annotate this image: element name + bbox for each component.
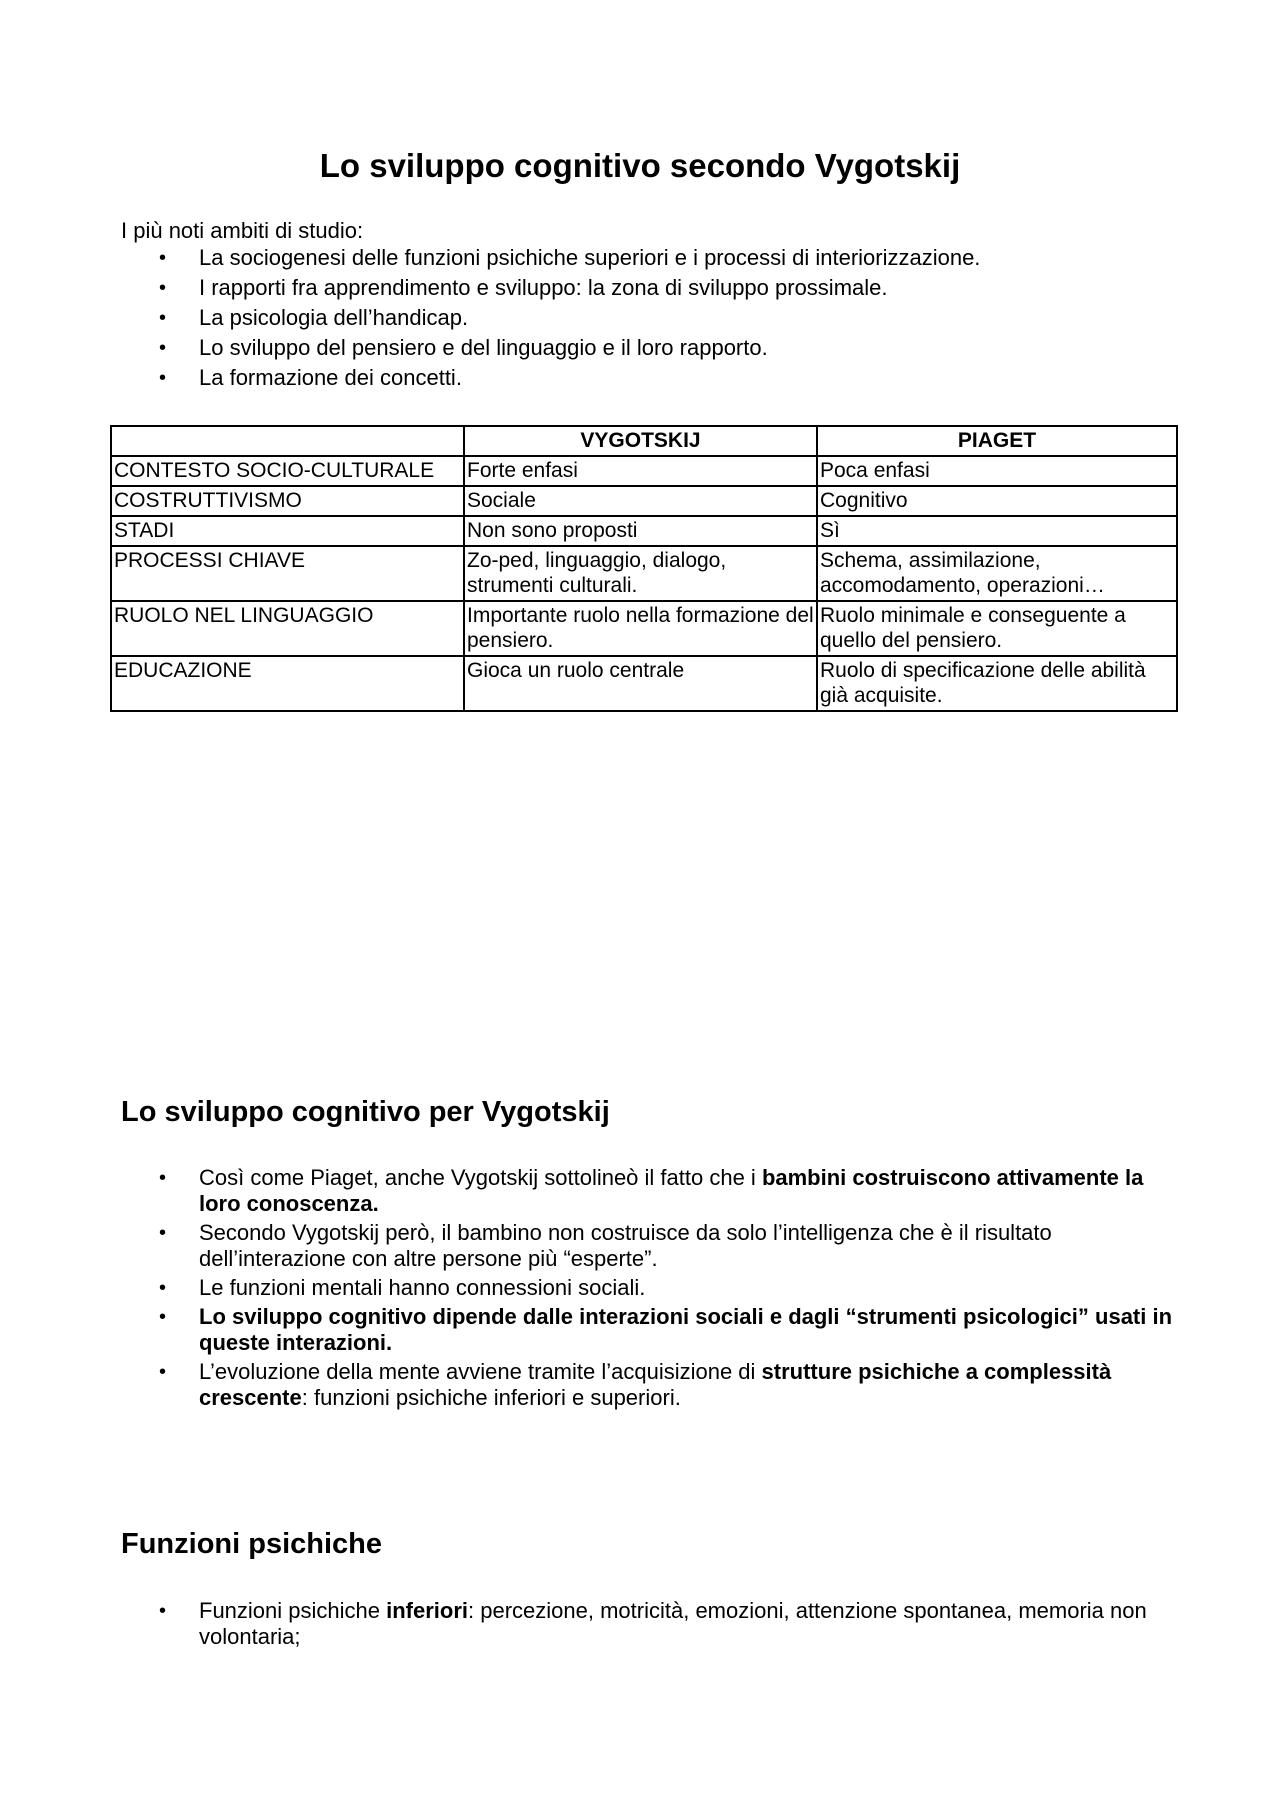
bullet-icon: • bbox=[159, 247, 167, 269]
bullet-icon: • bbox=[159, 1600, 167, 1622]
table-cell: PROCESSI CHIAVE bbox=[111, 546, 464, 601]
list-item bbox=[121, 335, 1181, 361]
table-cell: Importante ruolo nella formazione del pensiero. bbox=[464, 601, 817, 656]
bullet-icon: • bbox=[159, 1167, 167, 1189]
table-cell: Sì bbox=[817, 516, 1177, 546]
bullet-icon: • bbox=[159, 337, 167, 359]
bullet-icon: • bbox=[159, 1306, 167, 1328]
table-cell: Poca enfasi bbox=[817, 456, 1177, 486]
list-item bbox=[121, 275, 1181, 301]
section-heading-vygotskij: Lo sviluppo cognitivo per Vygotskij bbox=[121, 1096, 610, 1128]
table-cell: EDUCAZIONE bbox=[111, 656, 464, 711]
table-cell: Schema, assimilazione, accomodamento, operazioni… bbox=[817, 546, 1177, 601]
table-row bbox=[111, 601, 1177, 656]
list-item-text: Lo sviluppo del pensiero e del linguaggio e il loro rapporto. bbox=[199, 335, 768, 360]
table-row bbox=[111, 516, 1177, 546]
list-item-bold-text: bambini costruiscono attivamente la loro conoscenza. bbox=[199, 1165, 1144, 1216]
table-cell: STADI bbox=[111, 516, 464, 546]
table-row bbox=[111, 456, 1177, 486]
intro-text: I più noti ambiti di studio: bbox=[121, 218, 364, 243]
list-item bbox=[121, 1220, 1181, 1272]
funzioni-list bbox=[121, 1598, 1181, 1650]
list-item bbox=[121, 365, 1181, 391]
list-item-text: La psicologia dell’handicap. bbox=[199, 305, 469, 330]
table-cell: Zo-ped, linguaggio, dialogo, strumenti culturali. bbox=[464, 546, 817, 601]
table-row bbox=[111, 486, 1177, 516]
list-item-text: Funzioni psichiche bbox=[199, 1598, 387, 1623]
table-row bbox=[111, 656, 1177, 711]
table-header-cell: PIAGET bbox=[817, 426, 1177, 456]
list-item-text: I rapporti fra apprendimento e sviluppo: la zona di sviluppo prossimale. bbox=[199, 275, 888, 300]
table-cell: COSTRUTTIVISMO bbox=[111, 486, 464, 516]
table-cell: Ruolo minimale e conseguente a quello del pensiero. bbox=[817, 601, 1177, 656]
vygotskij-points-list bbox=[121, 1165, 1181, 1414]
study-areas-list bbox=[121, 245, 1181, 395]
table-cell: Gioca un ruolo centrale bbox=[464, 656, 817, 711]
list-item-text: La formazione dei concetti. bbox=[199, 365, 462, 390]
bullet-icon: • bbox=[159, 367, 167, 389]
bullet-icon: • bbox=[159, 1222, 167, 1244]
table-row bbox=[111, 546, 1177, 601]
bullet-icon: • bbox=[159, 307, 167, 329]
table-cell: CONTESTO SOCIO-CULTURALE bbox=[111, 456, 464, 486]
section-heading-funzioni: Funzioni psichiche bbox=[121, 1528, 383, 1560]
table-cell: Sociale bbox=[464, 486, 817, 516]
list-item bbox=[121, 1359, 1181, 1411]
table-cell: Non sono proposti bbox=[464, 516, 817, 546]
list-item-text: Secondo Vygotskij però, il bambino non costruisce da solo l’intelligenza che è il risultato dell’interazione con altre persone più “esperte”. bbox=[199, 1220, 1052, 1271]
table-header-row bbox=[111, 426, 1177, 456]
bullet-icon: • bbox=[159, 1361, 167, 1383]
comparison-table bbox=[110, 425, 1178, 712]
list-item bbox=[121, 1165, 1181, 1217]
list-item bbox=[121, 245, 1181, 271]
list-item-text: Le funzioni mentali hanno connessioni sociali. bbox=[199, 1275, 646, 1300]
table-cell: Forte enfasi bbox=[464, 456, 817, 486]
table-header-cell: VYGOTSKIJ bbox=[464, 426, 817, 456]
table-cell: Ruolo di specificazione delle abilità già acquisite. bbox=[817, 656, 1177, 711]
list-item-text: L’evoluzione della mente avviene tramite l’acquisizione di bbox=[199, 1359, 762, 1384]
list-item-text: : percezione, motricità, emozioni, attenzione spontanea, memoria non volontaria; bbox=[199, 1598, 1147, 1649]
list-item-bold-text: strutture psichiche a complessità crescente bbox=[199, 1359, 1112, 1410]
page-title: Lo sviluppo cognitivo secondo Vygotskij bbox=[319, 147, 961, 184]
list-item-bold-text: inferiori bbox=[386, 1598, 469, 1623]
table-header-cell bbox=[111, 426, 464, 456]
bullet-icon: • bbox=[159, 277, 167, 299]
list-item-text: : funzioni psichiche inferiori e superiori. bbox=[301, 1385, 681, 1410]
list-item-text: La sociogenesi delle funzioni psichiche superiori e i processi di interiorizzazione. bbox=[199, 245, 981, 270]
list-item bbox=[121, 1304, 1181, 1356]
list-item-text: Così come Piaget, anche Vygotskij sottolineò il fatto che i bbox=[199, 1165, 762, 1190]
bullet-icon: • bbox=[159, 1277, 167, 1299]
list-item bbox=[121, 1275, 1181, 1301]
table-cell: Cognitivo bbox=[817, 486, 1177, 516]
list-item bbox=[121, 305, 1181, 331]
list-item-bold-text: Lo sviluppo cognitivo dipende dalle interazioni sociali e dagli “strumenti psicologici” usati in queste interazioni. bbox=[199, 1304, 1173, 1355]
list-item bbox=[121, 1598, 1181, 1650]
table-cell: RUOLO NEL LINGUAGGIO bbox=[111, 601, 464, 656]
